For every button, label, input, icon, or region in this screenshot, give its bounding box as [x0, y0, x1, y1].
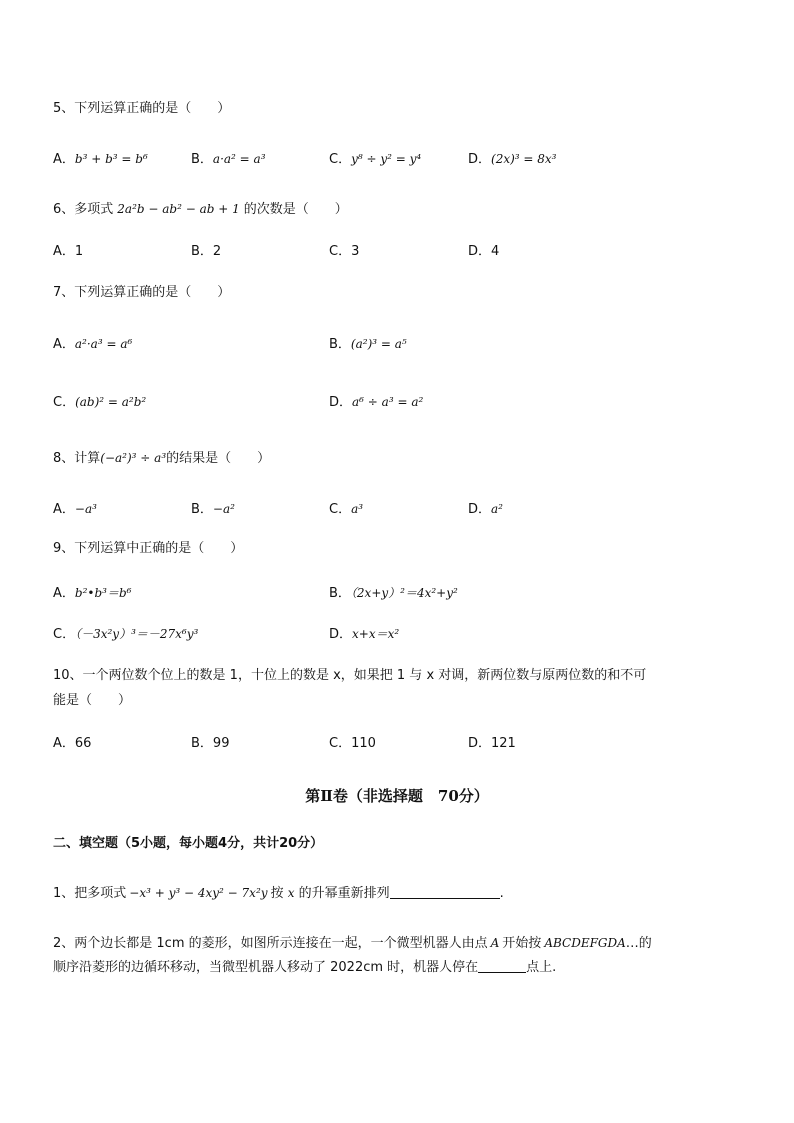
q9-option-c: C．（－3x²y）³＝－27x⁶y³: [53, 627, 199, 642]
q10-option-d: D．121: [468, 736, 516, 751]
section-title: 第Ⅱ卷（非选择题 70分）: [305, 787, 489, 805]
q6-option-d: D．4: [468, 244, 500, 259]
q8-option-b: B．−a²: [191, 502, 235, 517]
q7-stem: 7、下列运算正确的是（ ）: [53, 285, 231, 300]
fill-question-1: 1、把多项式 −x³ + y³ − 4xy² − 7x²y 按 x 的升幂重新排列 .: [53, 886, 504, 901]
q8-option-a: A．−a³: [53, 502, 97, 517]
q8-option-d: D．a²: [468, 502, 503, 517]
q10-option-a: A．66: [53, 736, 92, 751]
q9-stem: 9、下列运算中正确的是（ ）: [53, 541, 244, 556]
q10-stem-line1: 10、一个两位数个位上的数是 1，十位上的数是 x，如果把 1 与 x 对调，新两位数与原两位数的和不可: [53, 668, 647, 683]
fill-question-2-line1: 2、两个边长都是 1cm 的菱形，如图所示连接在一起，一个微型机器人由点 A 开始按 ABCDEFGDA…的: [53, 936, 652, 951]
q10-option-c: C．110: [329, 736, 376, 751]
q6-option-a: A．1: [53, 244, 84, 259]
answer-blank-2[interactable]: [478, 960, 526, 973]
q6-option-c: C．3: [329, 244, 360, 259]
fill-question-2-line2: 顺序沿菱形的边循环移动，当微型机器人移动了 2022cm 时，机器人停在 点上.: [53, 960, 557, 975]
q6-stem: 6、多项式 2a²b − ab² − ab + 1 的次数是（ ）: [53, 202, 348, 217]
q9-option-b: B．（2x+y）²＝4x²+y²: [329, 586, 458, 601]
q9-option-a: A．b²•b³＝b⁶: [53, 586, 132, 601]
section-subtitle: 二、填空题（5小题，每小题4分，共计20分）: [53, 836, 324, 851]
q6-option-b: B．2: [191, 244, 222, 259]
q5-option-c: C．y⁸ ÷ y² = y⁴: [329, 152, 422, 167]
q9-option-d: D．x+x＝x²: [329, 627, 400, 642]
q7-option-d: D．a⁶ ÷ a³ = a²: [329, 395, 424, 410]
q5-option-b: B．a·a² = a³: [191, 152, 266, 167]
answer-blank-1[interactable]: [390, 886, 500, 899]
q5-stem: 5、下列运算正确的是（ ）: [53, 101, 231, 116]
q8-stem: 8、计算(−a²)³ ÷ a³的结果是（ ）: [53, 451, 271, 466]
q5-option-a: A．b³ + b³ = b⁶: [53, 152, 148, 167]
q5-option-d: D．(2x)³ = 8x³: [468, 152, 557, 167]
q7-option-c: C．(ab)² = a²b²: [53, 395, 147, 410]
q10-option-b: B．99: [191, 736, 230, 751]
q8-option-c: C．a³: [329, 502, 364, 517]
q10-stem-line2: 能是（ ）: [53, 693, 132, 708]
q7-option-a: A．a²·a³ = a⁶: [53, 337, 133, 352]
q7-option-b: B．(a²)³ = a⁵: [329, 337, 407, 352]
